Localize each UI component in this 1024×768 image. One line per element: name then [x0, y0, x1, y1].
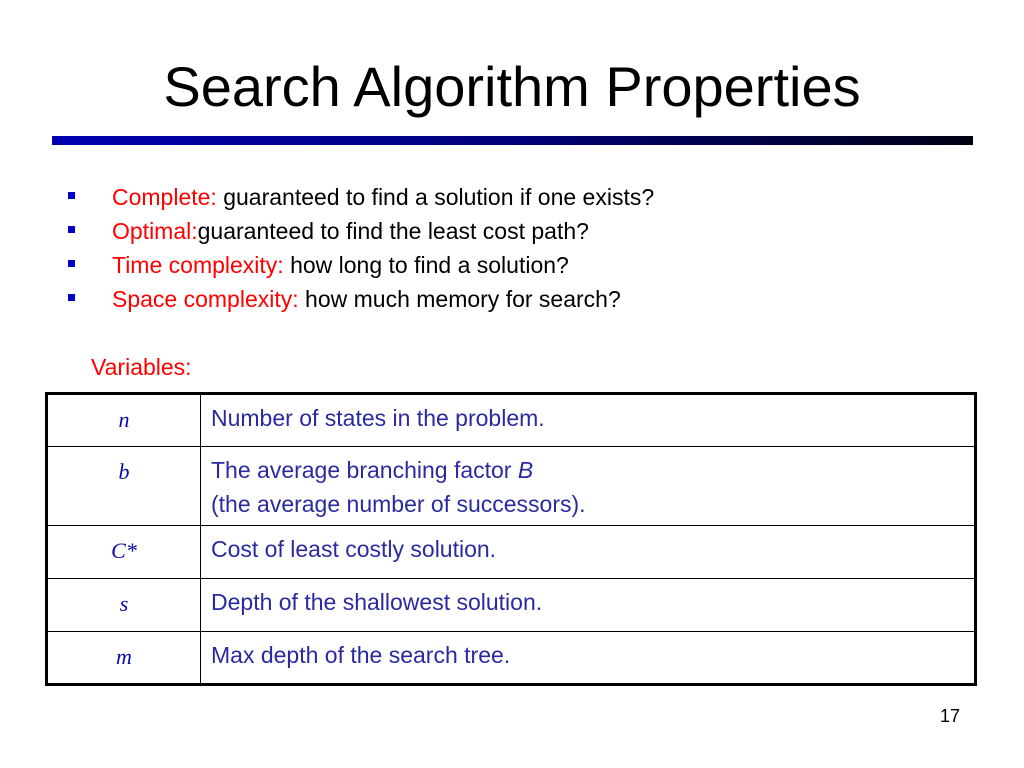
bullet-item	[68, 214, 968, 248]
variable-symbol: n	[47, 394, 201, 447]
title-divider	[52, 136, 973, 145]
bullet-text	[112, 248, 569, 282]
variable-symbol: m	[47, 632, 201, 685]
square-bullet-icon	[68, 226, 75, 233]
table-row	[47, 526, 976, 579]
bullet-text	[112, 214, 589, 248]
variables-table	[45, 392, 977, 686]
table-row	[47, 632, 976, 685]
bullet-description: guaranteed to find the least cost path?	[197, 218, 589, 244]
description-emphasis: B	[517, 457, 534, 483]
page-number: 17	[940, 706, 961, 726]
square-bullet-icon	[68, 192, 75, 199]
table-row	[47, 579, 976, 632]
table-row	[47, 447, 976, 526]
bullet-list	[68, 180, 968, 316]
variables-label: Variables:	[91, 354, 192, 380]
bullet-term: Space complexity:	[112, 286, 299, 312]
bullet-term: Optimal:	[112, 218, 198, 244]
variable-description: Number of states in the problem.	[201, 394, 976, 447]
bullet-description: how long to find a solution?	[283, 252, 569, 278]
table-row	[47, 394, 976, 447]
bullet-item	[68, 248, 968, 282]
bullet-text	[112, 180, 654, 214]
description-line: (the average number of successors).	[211, 491, 586, 517]
variable-description: Max depth of the search tree.	[201, 632, 976, 685]
variable-symbol: s	[47, 579, 201, 632]
bullet-description: how much memory for search?	[298, 286, 621, 312]
variable-description: Cost of least costly solution.	[201, 526, 976, 579]
bullet-term: Complete:	[112, 184, 217, 210]
bullet-description: guaranteed to find a solution if one exists?	[216, 184, 655, 210]
bullet-item	[68, 180, 968, 214]
variable-description	[201, 447, 976, 526]
bullet-item	[68, 282, 968, 316]
variable-symbol: b	[47, 447, 201, 526]
slide-title: Search Algorithm Properties	[163, 55, 861, 118]
square-bullet-icon	[68, 294, 75, 301]
variable-symbol: C*	[47, 526, 201, 579]
variable-description: Depth of the shallowest solution.	[201, 579, 976, 632]
square-bullet-icon	[68, 260, 75, 267]
description-line: The average branching factor	[211, 457, 518, 483]
bullet-term: Time complexity:	[112, 252, 284, 278]
bullet-text	[112, 282, 621, 316]
